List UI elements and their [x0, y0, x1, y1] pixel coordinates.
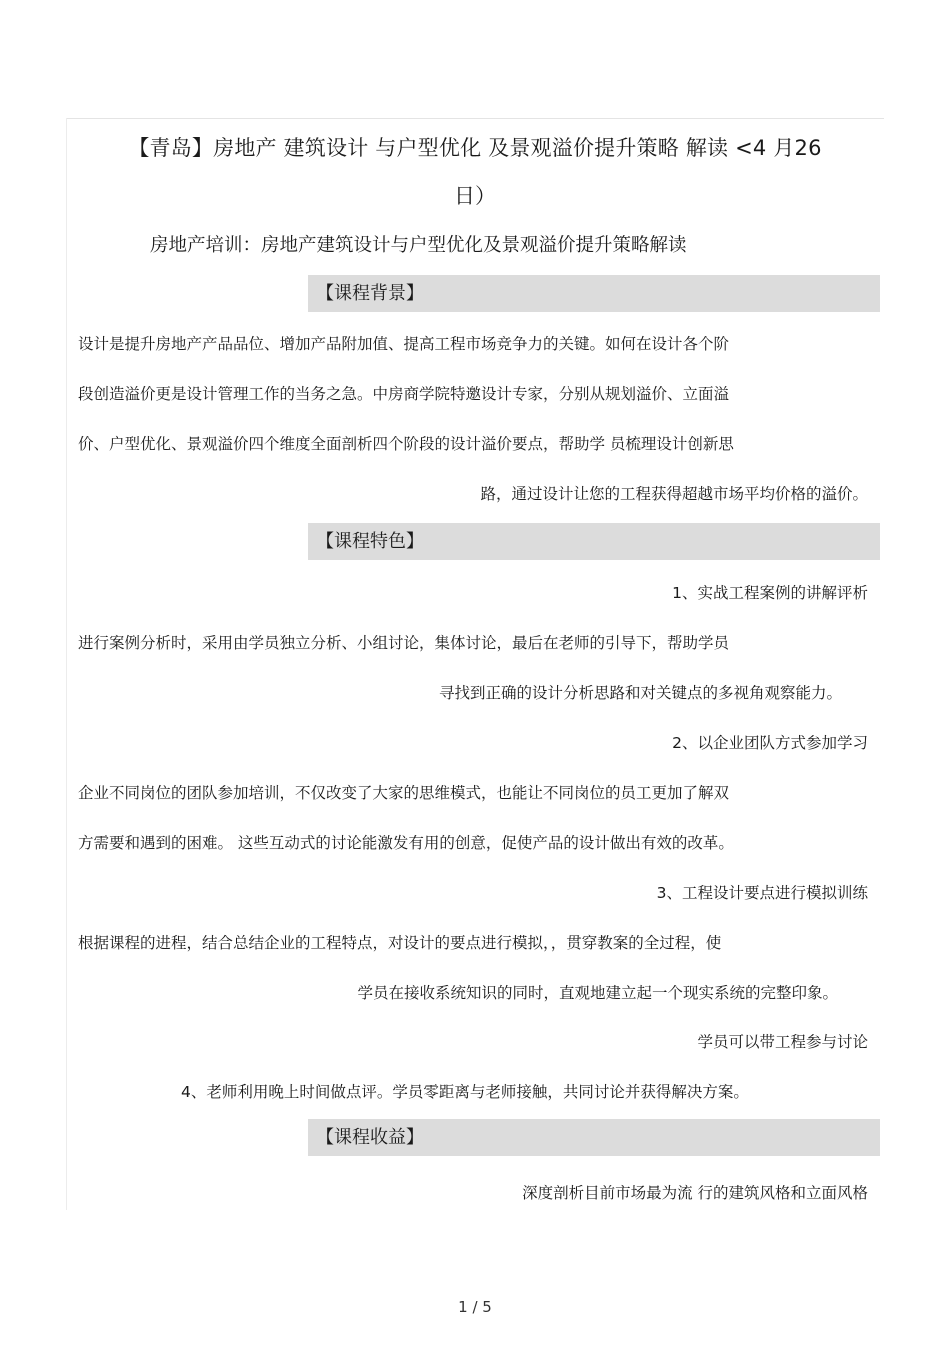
- section-header-features: [308, 523, 880, 560]
- feature-heading: 2、以企业团队方式参加学习: [672, 734, 868, 752]
- paragraph-line: 方需要和遇到的困难。 这些互动式的讨论能激发有用的创意，促使产品的设计做出有效的改革。: [78, 834, 734, 852]
- paragraph-line: 根据课程的进程，结合总结企业的工程特点，对设计的要点进行模拟，，贯穿教案的全过程，使: [78, 934, 722, 952]
- document-title-continued: 日）: [454, 184, 496, 208]
- feature-heading: 3、工程设计要点进行模拟训练: [656, 884, 868, 902]
- paragraph-line: 企业不同岗位的团队参加培训，不仅改变了大家的思维模式，也能让不同岗位的员工更加了解双: [78, 784, 730, 802]
- page-number: 1 / 5: [458, 1298, 492, 1316]
- section-label: 【课程特色】: [316, 531, 424, 552]
- section-header-benefits: [308, 1119, 880, 1156]
- paragraph-line: 深度剖析目前市场最为流 行的建筑风格和立面风格: [522, 1184, 868, 1202]
- paragraph-line: 学员可以带工程参与讨论: [697, 1033, 868, 1051]
- paragraph-line: 段创造溢价更是设计管理工作的当务之急。中房商学院特邀设计专家，分别从规划溢价、立面溢: [78, 385, 730, 403]
- paragraph-line: 进行案例分析时，采用由学员独立分析、小组讨论，集体讨论，最后在老师的引导下，帮助学员: [78, 634, 730, 652]
- paragraph-line: 路，通过设计让您的工程获得超越市场平均价格的溢价。: [480, 485, 868, 503]
- page-frame-top-border: [66, 118, 884, 119]
- paragraph-line: 寻找到正确的设计分析思路和对关键点的多视角观察能力。: [438, 684, 842, 702]
- paragraph-line: 价、户型优化、景观溢价四个维度全面剖析四个阶段的设计溢价要点，帮助学 员梳理设计创新思: [78, 435, 734, 453]
- section-label: 【课程收益】: [316, 1127, 424, 1148]
- feature-heading: 4、老师利用晚上时间做点评。学员零距离与老师接触，共同讨论并获得解决方案。: [181, 1083, 749, 1101]
- document-title: 【青岛】房地产 建筑设计 与户型优化 及景观溢价提升策略 解读 <4 月26: [128, 136, 822, 160]
- section-header-background: [308, 275, 880, 312]
- feature-heading: 1、实战工程案例的讲解评析: [672, 584, 868, 602]
- paragraph-line: 学员在接收系统知识的同时，直观地建立起一个现实系统的完整印象。: [357, 984, 838, 1002]
- page-frame-left-border: [66, 118, 67, 1210]
- document-subtitle: 房地产培训：房地产建筑设计与户型优化及景观溢价提升策略解读: [150, 235, 687, 256]
- paragraph-line: 设计是提升房地产产品品位、增加产品附加值、提高工程市场竞争力的关键。如何在设计各个阶: [78, 335, 730, 353]
- section-label: 【课程背景】: [316, 283, 424, 304]
